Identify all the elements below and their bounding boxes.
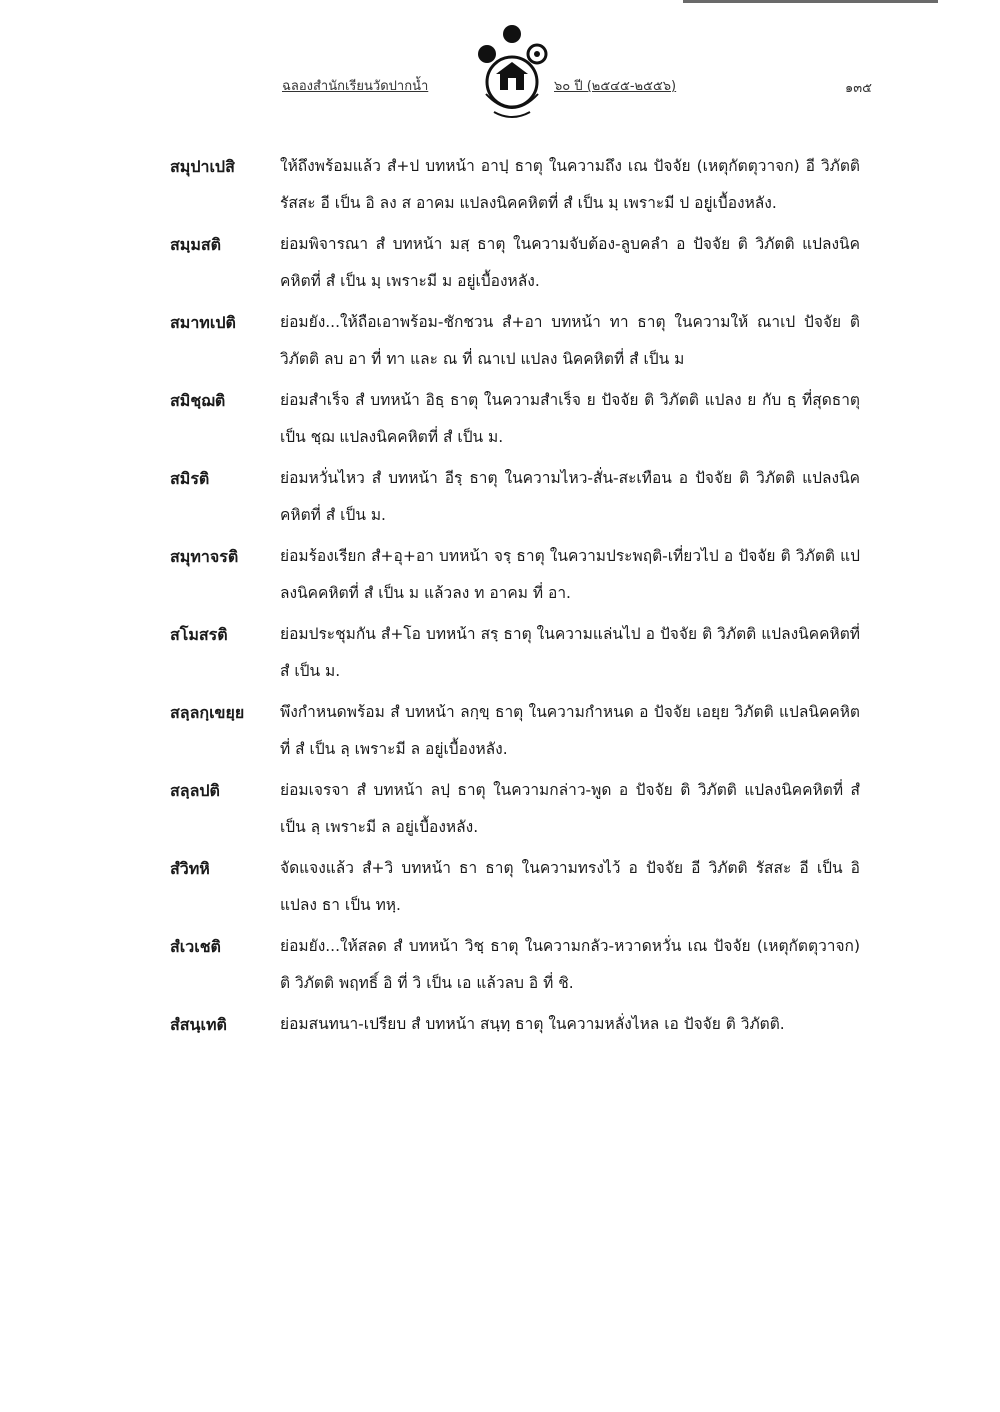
- glossary-entry: [170, 226, 860, 300]
- entry-definition: ย่อมสนทนา-เปรียบ สํ บทหน้า สนฺทฺ ธาตุ ในความหลั่งไหล เอ ปัจจัย ติ วิภัตติ.: [280, 1015, 785, 1033]
- entry-definition: ย่อมเจรจา สํ บทหน้า ลปฺ ธาตุ ในความกล่าว-พูด อ ปัจจัย ติ วิภัตติ แปลงนิคคหิตที่ สํ เป็น ลฺ เพราะมี ล อยู่เบื้องหลัง.: [280, 781, 860, 836]
- entry-term: สมิชฺฌติ: [170, 391, 226, 410]
- glossary-entry: [170, 460, 860, 534]
- entry-term: สลฺลกฺเขยฺย: [170, 703, 245, 722]
- entry-definition: ย่อมยัง...ให้ถือเอาพร้อม-ชักชวน สํ+อา บทหน้า ทา ธาตุ ในความให้ ณาเป ปัจจัย ติ วิภัตติ ลบ อา ที่ ทา และ ณ ที่ ณาเป แปลง นิคคหิตที่ สํ เป็น ม: [280, 313, 860, 368]
- glossary-entry: [170, 928, 860, 1002]
- entry-definition: ย่อมสำเร็จ สํ บทหน้า อิธฺ ธาตุ ในความสำเร็จ ย ปัจจัย ติ วิภัตติ แปลง ย กับ ธฺ ที่สุดธาตุเป็น ชฺฌ แปลงนิคคหิตที่ สํ เป็น ม.: [280, 391, 860, 446]
- page-number: ๑๓๕: [845, 81, 872, 96]
- entry-term: สมาทเปติ: [170, 313, 236, 332]
- glossary-entry: [170, 850, 860, 924]
- entry-term: สมุปาเปสิ: [170, 157, 235, 176]
- entry-definition: ย่อมยัง...ให้สลด สํ บทหน้า วิชฺ ธาตุ ในความกลัว-หวาดหวั่น เณ ปัจจัย (เหตุกัตตุวาจก) ติ วิภัตติ พฤทธิ์ อิ ที่ วิ เป็น เอ แล้วลบ อิ ที่ ชิ.: [280, 937, 860, 992]
- glossary-entry: [170, 382, 860, 456]
- entry-definition: ให้ถึงพร้อมแล้ว สํ+ป บทหน้า อาปฺ ธาตุ ในความถึง เณ ปัจจัย (เหตุกัตตุวาจก) อี วิภัตติ รัสสะ อี เป็น อิ ลง ส อาคม แปลงนิคคหิตที่ สํ เป็น มฺ เพราะมี ป อยู่เบื้องหลัง.: [280, 157, 860, 212]
- glossary-entry: [170, 304, 860, 378]
- entry-definition: พึงกำหนดพร้อม สํ บทหน้า ลกฺขฺ ธาตุ ในความกำหนด อ ปัจจัย เอยฺย วิภัตติ แปลนิคคหิตที่ สํ เป็น ลฺ เพราะมี ล อยู่เบื้องหลัง.: [280, 703, 860, 758]
- entry-term: สมุทาจรติ: [170, 547, 239, 566]
- entry-definition: ย่อมหวั่นไหว สํ บทหน้า อีรฺ ธาตุ ในความไหว-สั่น-สะเทือน อ ปัจจัย ติ วิภัตติ แปลงนิคคหิตที่ สํ เป็น ม.: [280, 469, 860, 524]
- entry-term: สมิรติ: [170, 469, 210, 488]
- glossary-entry: [170, 148, 860, 222]
- glossary-entry: [170, 616, 860, 690]
- entry-term: สํสนฺเทติ: [170, 1015, 227, 1034]
- glossary-entry: [170, 694, 860, 768]
- entry-term: สโมสรติ: [170, 625, 228, 644]
- glossary-entry: [170, 772, 860, 846]
- temple-emblem-icon: [472, 22, 552, 127]
- top-edge-rule: [683, 0, 938, 3]
- entry-definition: ย่อมร้องเรียก สํ+อุ+อา บทหน้า จรฺ ธาตุ ในความประพฤติ-เที่ยวไป อ ปัจจัย ติ วิภัตติ แปลงนิคคหิตที่ สํ เป็น ม แล้วลง ท อาคม ที่ อา.: [280, 547, 860, 602]
- entry-term: สมฺมสติ: [170, 235, 222, 254]
- entry-term: สลฺลปติ: [170, 781, 220, 800]
- entry-definition: จัดแจงแล้ว สํ+วิ บทหน้า ธา ธาตุ ในความทรงไว้ อ ปัจจัย อี วิภัตติ รัสสะ อี เป็น อิ แปลง ธา เป็น ทหฺ.: [280, 859, 860, 914]
- entry-definition: ย่อมประชุมกัน สํ+โอ บทหน้า สรฺ ธาตุ ในความแล่นไป อ ปัจจัย ติ วิภัตติ แปลงนิคคหิตที่ สํ เป็น ม.: [280, 625, 860, 680]
- entry-term: สํเวเชติ: [170, 937, 221, 956]
- header-middle-text: ๖๐ ปี (๒๕๔๕-๒๕๕๖): [554, 79, 677, 94]
- header-left-text: ฉลองสำนักเรียนวัดปากน้ำ: [282, 79, 429, 94]
- entry-term: สํวิทหิ: [170, 859, 210, 878]
- glossary-entry: [170, 1006, 860, 1043]
- glossary-entry: [170, 538, 860, 612]
- glossary-entries: [170, 148, 860, 1047]
- entry-definition: ย่อมพิจารณา สํ บทหน้า มสฺ ธาตุ ในความจับต้อง-ลูบคลำ อ ปัจจัย ติ วิภัตติ แปลงนิคคหิตที่ สํ เป็น มฺ เพราะมี ม อยู่เบื้องหลัง.: [280, 235, 860, 290]
- page-header: [282, 22, 872, 132]
